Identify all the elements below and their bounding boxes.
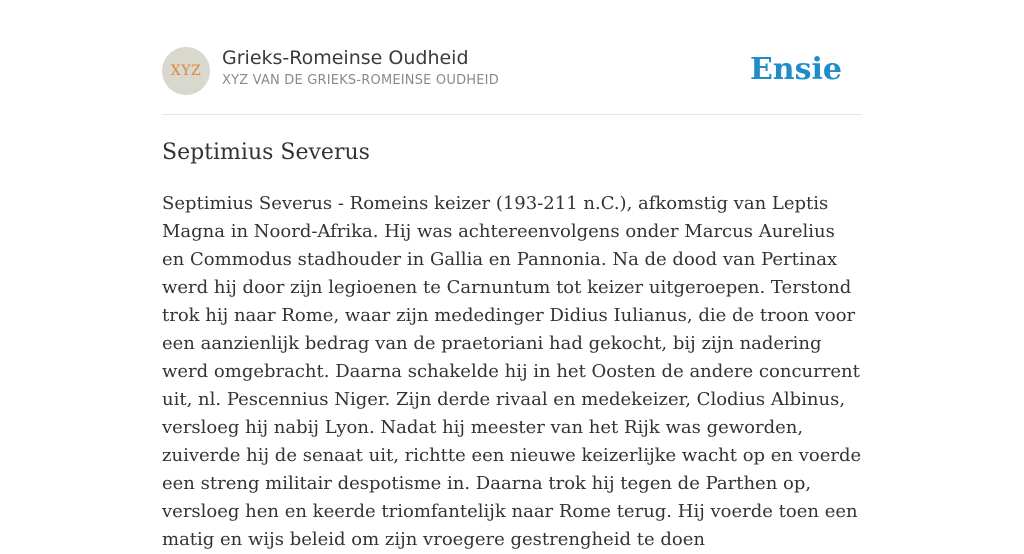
article-body: Septimius Severus - Romeins keizer (193-211 n.C.), afkomstig van Leptis Magna in Noord-Afrika. Hij was achtereenvolgens onder Marcus Aurelius en Commodus stadhouder in Gallia en Pannonia. Na de dood van Pertinax werd hij door zijn legioenen te Carnuntum tot keizer uitgeroepen. Terstond trok hij naar Rome, waar zijn mededinger Didius Iulianus, die de troon voor een aanzienlijk bedrag van de praetoriani had gekocht, bij zijn nadering werd omgebracht. Daarna schakelde hij in het Oosten de andere concurrent uit, nl. Pescennius Niger. Zijn derde rivaal en medekeizer, Clodius Albinus, versloeg hij nabij Lyon. Nadat hij meester van het Rijk was geworden, zuiverde hij de senaat uit, richtte een nieuwe keizerlijke wacht op en voerde een streng militair despotisme in. Daarna trok hij tegen de Parthen op, versloeg hen en keerde triomfantelijk naar Rome terug. Hij voerde toen een matig en wijs beleid om zijn vroegere gestrengheid te doen: [162, 193, 862, 550]
article-title: Septimius Severus: [162, 140, 370, 165]
dictionary-title[interactable]: Grieks-Romeinse Oudheid: [222, 47, 469, 69]
avatar-text: XYZ: [170, 63, 202, 79]
avatar[interactable]: [162, 47, 210, 95]
dictionary-subtitle: XYZ VAN DE GRIEKS-ROMEINSE OUDHEID: [222, 73, 499, 88]
dictionary-info: [222, 46, 499, 90]
page-container: [162, 0, 862, 550]
header: [162, 0, 862, 115]
ensie-logo[interactable]: Ensie: [749, 52, 842, 87]
